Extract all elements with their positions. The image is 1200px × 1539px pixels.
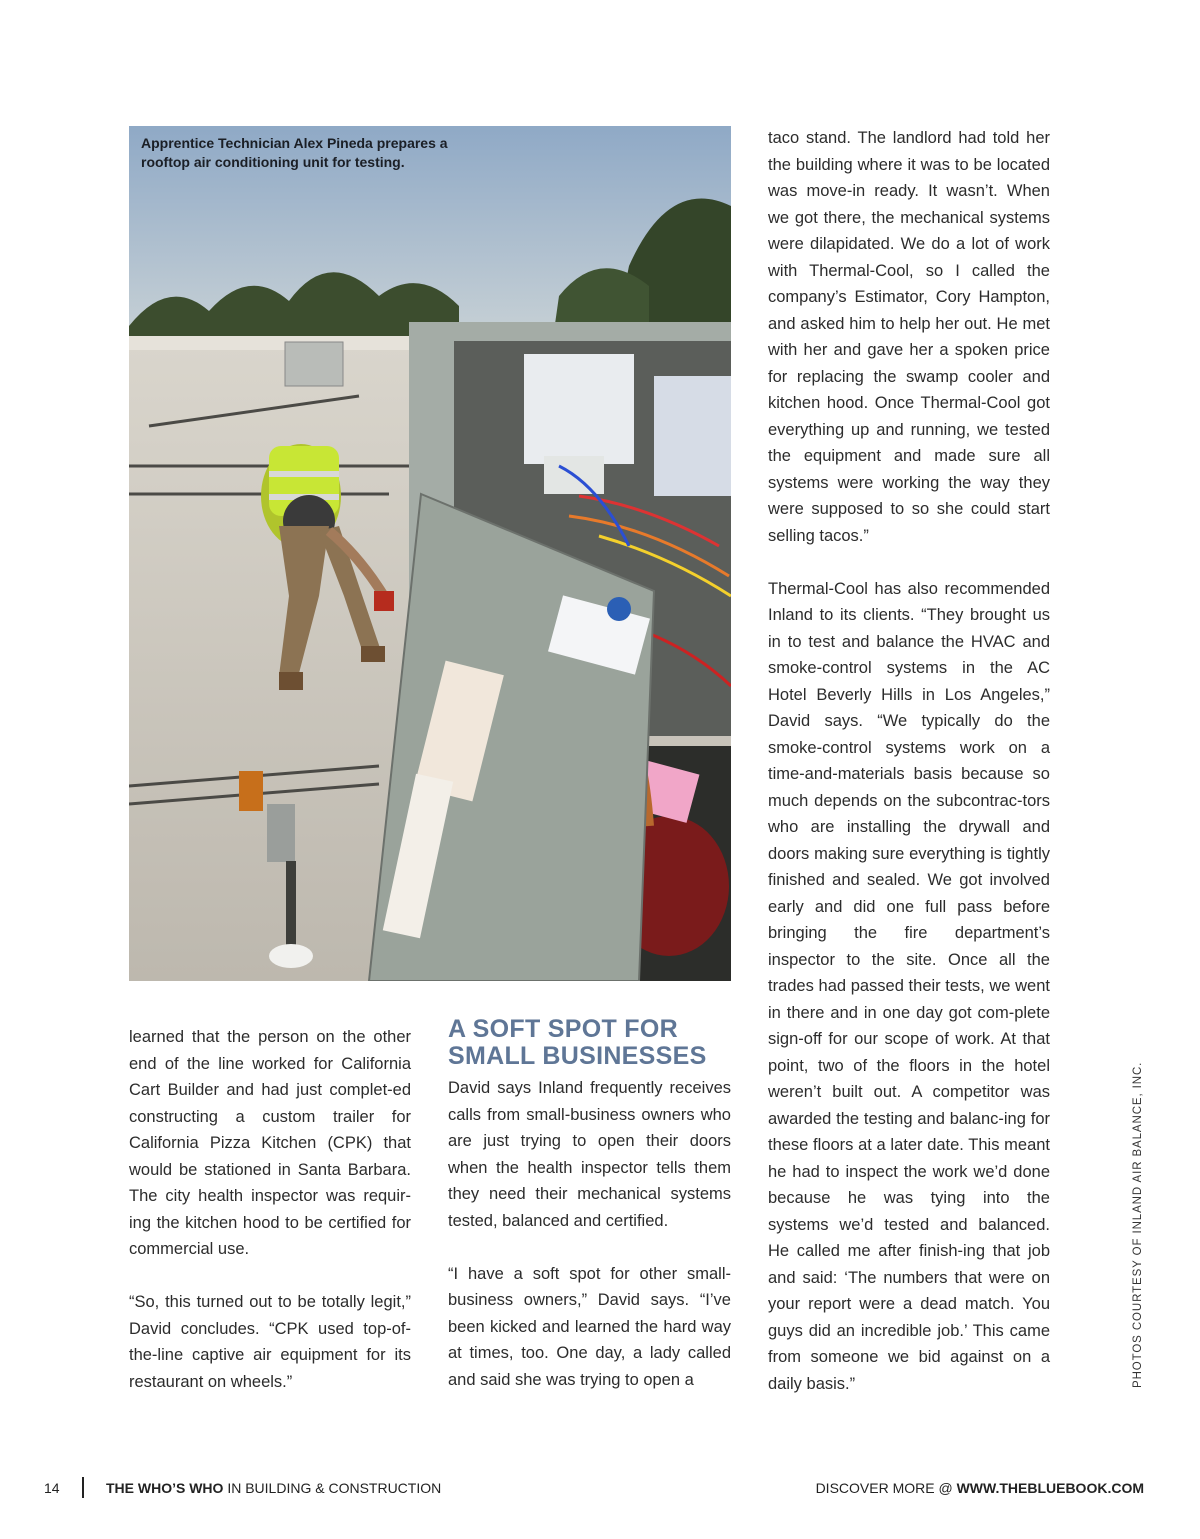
section-heading: A SOFT SPOT FOR SMALL BUSINESSES — [448, 1015, 707, 1070]
paragraph: learned that the person on the other end of the line worked for California Cart Builder and had just complet-ed constructing a custom trailer for California Pizza Kitchen (CPK) that would be stationed in Santa Barbara. The city health inspector was requir-ing the kitchen hood to be certified for commercial use. — [129, 1028, 411, 1258]
paragraph: taco stand. The landlord had told her the building where it was to be located was move-in ready. It wasn’t. When we got there, the mechanical systems were dilapidated. We do a lot of work with Thermal-Cool, so I called the company’s Estimator, Cory Hampton, and asked him to help her out. He met with her and gave her a spoken price for replacing the swamp cooler and kitchen hood. Once Thermal-Cool got everything up and running, we tested the equipment and made sure all systems were working the way they were supposed to so she could start selling tacos.” — [768, 129, 1050, 545]
publication-title — [106, 1480, 441, 1496]
page-number: 14 — [44, 1480, 60, 1496]
article-column-left — [129, 1024, 411, 1395]
discover-prefix: DISCOVER MORE @ — [815, 1480, 957, 1496]
paragraph: “I have a soft spot for other small-business owners,” David says. “I’ve been kicked and learned the hard way at times, too. One day, a lady called and said she was trying to open a — [448, 1264, 731, 1389]
discover-more — [816, 1480, 1144, 1496]
photo-illustration — [129, 126, 731, 981]
publication-title-rest: IN BUILDING & CONSTRUCTION — [223, 1480, 442, 1496]
website-link[interactable]: WWW.THEBLUEBOOK.COM — [956, 1480, 1144, 1496]
article-column-right — [768, 125, 1050, 1397]
paragraph: Thermal-Cool has also recommended Inland to its clients. “They brought us in to test and balance the HVAC and smoke-control systems in the AC Hotel Beverly Hills in Los Angeles,” David says. “We typically do the smoke-control systems work on a time-and-materials basis because so much depends on the subcontrac-tors who are installing the drywall and doors making sure everything is tightly finished and sealed. We got involved early and did one full pass before bringing the fire department’s inspector to the site. Once all the trades had passed their tests, we went in there and in one day got com-plete sign-off for our scope of work. At that point, two of the floors in the hotel weren’t built out. A competitor was awarded the testing and balanc-ing for these floors at a later date. This meant he had to inspect the work we’d done because he was tying into the systems we’d tested and balanced. He called me after finish-ing that job and said: ‘The numbers that were on your report were a dead match. You guys did an incredible job.’ This came from someone we bid against on a daily basis.” — [768, 579, 1050, 1393]
rooftop-hvac-photo — [129, 126, 731, 981]
footer-divider — [82, 1477, 84, 1498]
article-column-middle — [448, 1016, 731, 1393]
paragraph: “So, this turned out to be totally legit,” David concludes. “CPK used top-of-the-line captive air equipment for its restaurant on wheels.” — [129, 1293, 411, 1391]
page-footer — [0, 1476, 1200, 1500]
publication-title-bold: THE WHO’S WHO — [106, 1480, 224, 1496]
photo-caption: Apprentice Technician Alex Pineda prepares a rooftop air conditioning unit for testing. — [141, 135, 448, 170]
photo-credit: PHOTOS COURTESY OF INLAND AIR BALANCE, INC. — [1132, 1061, 1144, 1388]
paragraph: David says Inland frequently receives calls from small-business owners who are just trying to open their doors when the health inspector tells them they need their mechanical systems tested, balanced and certified. — [448, 1079, 731, 1230]
